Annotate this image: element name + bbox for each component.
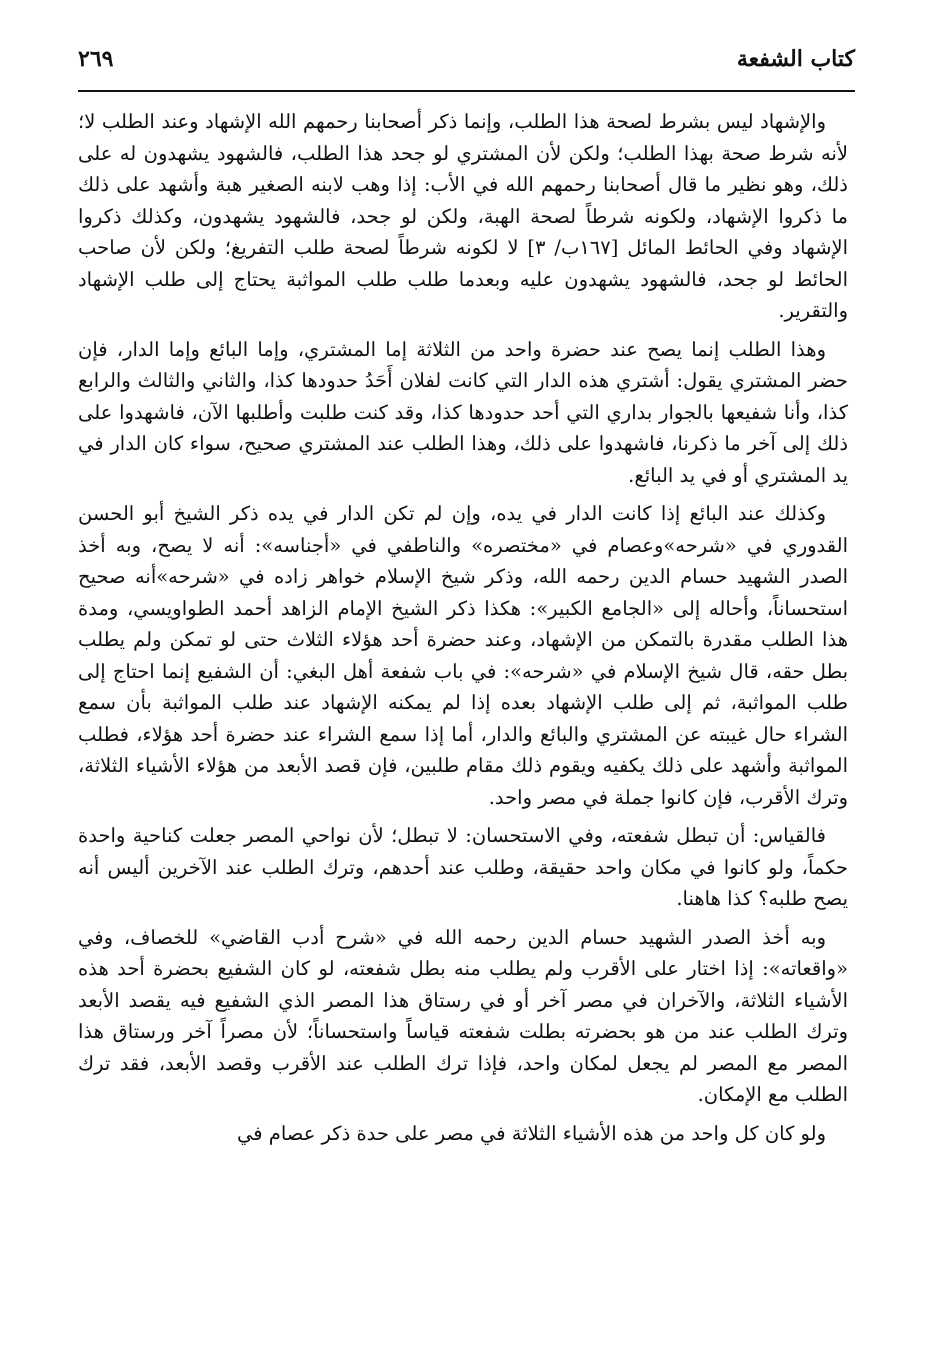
paragraph: وبه أخذ الصدر الشهيد حسام الدين رحمه الله في «شرح أدب القاضي» للخصاف، وفي «واقعاته»: إذا اختار على الأقرب ولم يطلب منه بطل شفعته، لو كان الشفيع بحضرة أحد هذه الأشياء الثلاثة، والآخران في مصر آخر أو في رستاق هذا المصر الذي الشفيع فيه يقصد الأبعد وترك الطلب عند من هو بحضرته بطلت شفعته قياساً واستحساناً؛ لأن مصراً آخر ورستاق هذا المصر مع المصر لم يجعل لمكان واحد، فإذا ترك الطلب عند الأقرب وقصد الأبعد، فقد ترك الطلب مع الإمكان. — [78, 925, 848, 1106]
paragraph: ولو كان كل واحد من هذه الأشياء الثلاثة في مصر على حدة ذكر عصام في — [237, 1121, 826, 1145]
page-number: ٢٦٩ — [78, 46, 114, 72]
paragraph: وهذا الطلب إنما يصح عند حضرة واحد من الثلاثة إما المشتري، وإما البائع وإما الدار، فإن حضر المشتري يقول: أشتري هذه الدار التي كانت لفلان أَحَدُ حدودها كذا، والثاني والثالث والرابع كذا، وأنا شفيعها بالجوار بداري التي أحد حدودها كذا، وقد كنت طلبت وأطلبها الآن، فاشهدوا على ذلك إلى آخر ما ذكرنا، فاشهدوا على ذلك، وهذا الطلب عند المشتري صحيح، سواء كان الدار في يد المشتري أو في يد البائع. — [78, 337, 848, 487]
page-header — [78, 40, 855, 90]
paragraph: وكذلك عند البائع إذا كانت الدار في يده، وإن لم تكن الدار في يده ذكر الشيخ أبو الحسن القدوري في «شرحه»وعصام في «مختصره» والناطفي في «أجناسه»: أنه لا يصح، وبه أخذ الصدر الشهيد حسام الدين رحمه الله، وذكر شيخ الإسلام خواهر زاده في «شرحه»أنه صحيح استحساناً، وأحاله إلى «الجامع الكبير»: هكذا ذكر الشيخ الإمام الزاهد أحمد الطواويسي، ومدة هذا الطلب مقدرة بالتمكن من الإشهاد، وعند حضرة أحد هؤلاء الثلاث حتى لو تمكن ولم يطلب بطل حقه، قال شيخ الإسلام في «شرحه»: في باب شفعة أهل البغي: أن الشفيع إنما احتاج إلى طلب المواثبة، ثم إلى طلب الإشهاد بعده إذا لم يمكنه الإشهاد عند طلب المواثبة بأن سمع الشراء حال غيبته عن المشتري والبائع والدار، أما إذا سمع الشراء عند حضرة أحد هؤلاء، فطلب المواثبة وأشهد على ذلك يكفيه ويقوم ذلك مقام طلبين، فإن قصد الأبعد من هؤلاء الأشياء الثلاثة، وترك الأقرب، فإن كانوا جملة في مصر واحد. — [78, 502, 849, 809]
paragraph: فالقياس: أن تبطل شفعته، وفي الاستحسان: لا تبطل؛ لأن نواحي المصر جعلت كناحية واحدة حكماً، ولو كانوا في مكان واحد حقيقة، وطلب عند أحدهم، وترك الطلب عند الآخرين أليس أنه يصح طلبه؟ كذا هاهنا. — [78, 824, 848, 910]
paragraph: والإشهاد ليس بشرط لصحة هذا الطلب، وإنما ذكر أصحابنا رحمهم الله الإشهاد وعند الطلب لا؛ لأنه شرط صحة بهذا الطلب؛ ولكن لأن المشتري لو جحد هذا الطلب، فالشهود يشهدون له على ذلك، وهو نظير ما قال أصحابنا رحمهم الله في الأب: إذا وهب لابنه الصغير هبة وأشهد على ذلك ما ذكروا الإشهاد، ولكونه شرطاً لصحة الهبة، ولكن لو جحد، فالشهود يشهدون، وكذلك ذكروا الإشهاد وفي الحائط المائل [١٦٧ب/ ٣] لا لكونه شرطاً لصحة طلب التفريغ؛ ولكن لأن صاحب الحائط لو جحد، فالشهود يشهدون عليه وبعدما طلب طلب المواثبة يحتاج إلى طلب الإشهاد والتقرير. — [78, 110, 848, 322]
page-body — [78, 106, 848, 1156]
running-title: كتاب الشفعة — [736, 46, 855, 72]
header-divider — [78, 90, 855, 92]
